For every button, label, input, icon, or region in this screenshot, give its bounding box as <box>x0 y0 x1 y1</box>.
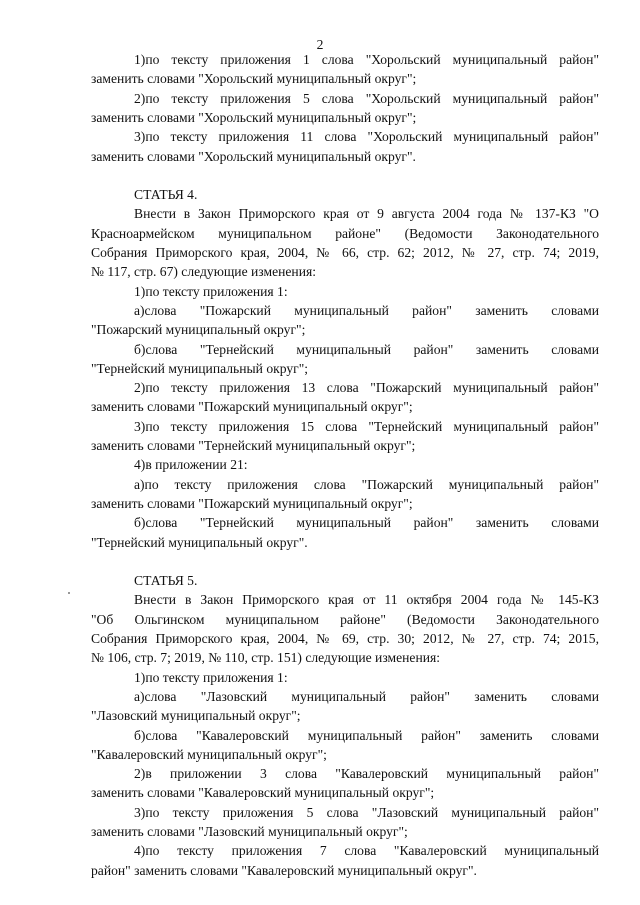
text-line: Внести в Закон Приморского края от 9 августа 2004 года № 137-КЗ "О <box>134 206 599 222</box>
text-line: "Пожарский муниципальный округ"; <box>91 322 306 338</box>
text-line: № 117, стр. 67) следующие изменения: <box>91 264 316 280</box>
text-line: заменить словами "Лазовский муниципальный округ"; <box>91 824 408 839</box>
text-line: Внести в Закон Приморского края от 11 октября 2004 года № 145-КЗ <box>134 592 599 608</box>
text-line: "Об Ольгинском муниципальном районе" (Ведомости Законодательного <box>91 611 599 627</box>
text-line: а)по тексту приложения слова "Пожарский муниципальный район" <box>134 476 599 492</box>
text-line: 1)по тексту приложения 1: <box>134 283 288 299</box>
text-line: заменить словами "Кавалеровский муниципальный округ"; <box>91 785 435 801</box>
text-line: "Кавалеровский муниципальный округ"; <box>91 746 327 762</box>
text-line: заменить словами "Хорольский муниципальный округ". <box>91 148 416 164</box>
text-line: район" заменить словами "Кавалеровский муниципальный округ". <box>91 862 477 878</box>
text-line: 4)по тексту приложения 7 слова "Кавалеровский муниципальный <box>134 843 599 859</box>
text-line: заменить словами "Хорольский муниципальный округ"; <box>91 71 417 87</box>
page-number: 2 <box>316 37 324 52</box>
text-line: б)слова "Тернейский муниципальный район" заменить словами <box>134 515 599 531</box>
text-line: 1)по тексту приложения 1: <box>134 669 288 685</box>
text-line: заменить словами "Хорольский муниципальный округ"; <box>91 109 417 125</box>
article-heading: СТАТЬЯ 5. <box>134 573 198 589</box>
text-line: б)слова "Тернейский муниципальный район" заменить словами <box>134 341 599 357</box>
text-line: заменить словами "Тернейский муниципальный округ"; <box>91 438 416 453</box>
text-line: заменить словами "Пожарский муниципальный округ"; <box>91 495 413 511</box>
text-line: 2)по тексту приложения 5 слова "Хорольский муниципальный район" <box>134 90 599 106</box>
text-line: 2)в приложении 3 слова "Кавалеровский муниципальный район" <box>134 766 599 782</box>
text-line: 3)по тексту приложения 15 слова "Тернейский муниципальный район" <box>134 418 599 434</box>
text-line: "Тернейский муниципальный округ"; <box>91 360 309 376</box>
text-line: а)слова "Лазовский муниципальный район" заменить словами <box>134 688 599 704</box>
text-line: 2)по тексту приложения 13 слова "Пожарский муниципальный район" <box>134 380 599 396</box>
text-line: "Тернейский муниципальный округ". <box>91 534 308 550</box>
text-line: 3)по тексту приложения 11 слова "Хорольский муниципальный район" <box>134 129 599 145</box>
text-line: б)слова "Кавалеровский муниципальный район" заменить словами <box>134 727 599 743</box>
text-line: "Лазовский муниципальный округ"; <box>91 708 301 724</box>
text-line: 3)по тексту приложения 5 слова "Лазовский муниципальный район" <box>134 804 599 820</box>
text-line: Красноармейском муниципальном районе" (Ведомости Законодательного <box>91 225 599 241</box>
text-line: Собрания Приморского края, 2004, № 66, стр. 62; 2012, № 27, стр. 74; 2019, <box>91 245 599 260</box>
text-line: 4)в приложении 21: <box>134 457 248 473</box>
text-line: 1)по тексту приложения 1 слова "Хорольский муниципальный район" <box>134 52 599 67</box>
scan-speck <box>68 592 70 594</box>
text-line: а)слова "Пожарский муниципальный район" заменить словами <box>134 302 599 318</box>
text-line: № 106, стр. 7; 2019, № 110, стр. 151) следующие изменения: <box>91 650 441 666</box>
article-heading: СТАТЬЯ 4. <box>134 187 198 203</box>
text-line: Собрания Приморского края, 2004, № 69, стр. 30; 2012, № 27, стр. 74; 2015, <box>91 631 599 646</box>
text-line: заменить словами "Пожарский муниципальный округ"; <box>91 399 413 415</box>
